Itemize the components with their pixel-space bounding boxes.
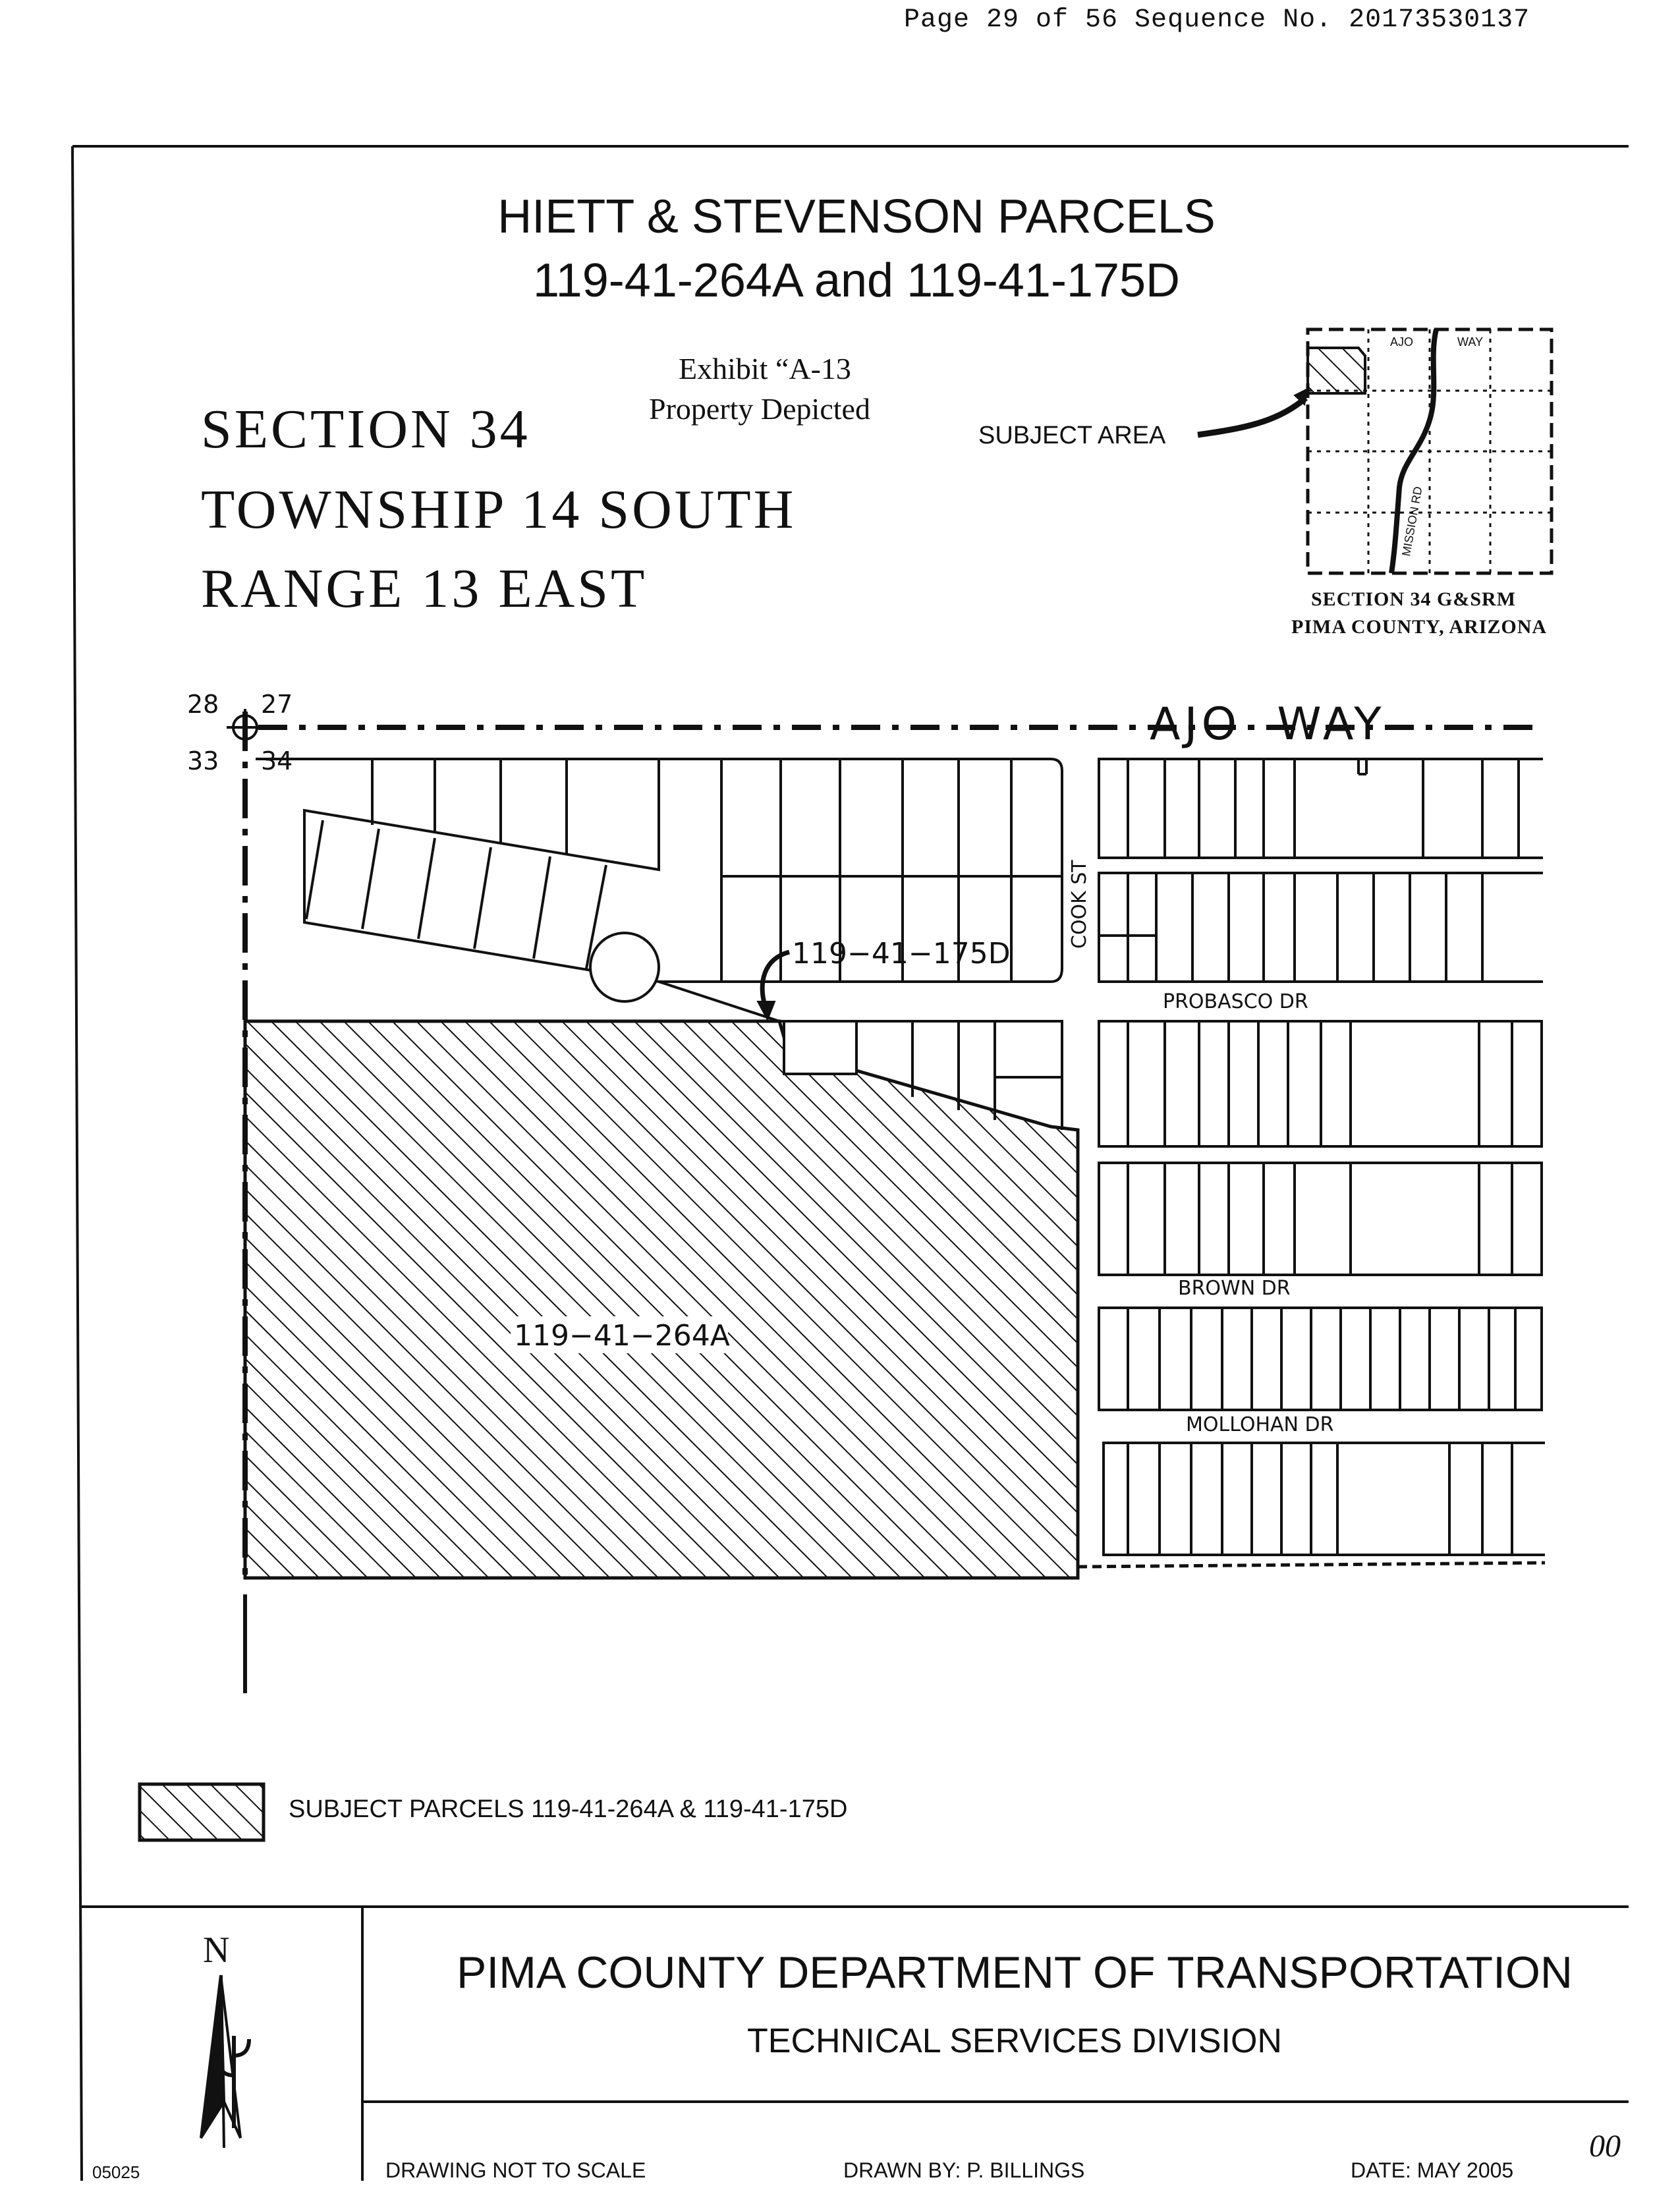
agency-division: TECHNICAL SERVICES DIVISION	[747, 2022, 1282, 2060]
handwritten-page-mark: 00	[1589, 2129, 1621, 2164]
legend-swatch	[140, 1784, 264, 1840]
street-label-brown: BROWN DR	[1178, 1277, 1291, 1300]
legal-range: RANGE 13 EAST	[201, 558, 648, 619]
street-label-probasco: PROBASCO DR	[1163, 990, 1308, 1013]
exhibit-label: Exhibit “A-13	[679, 352, 851, 385]
corner-label-34: 34	[261, 746, 293, 775]
drawing-date: DATE: MAY 2005	[1351, 2158, 1514, 2182]
legend-label: SUBJECT PARCELS 119-41-264A & 119-41-175D	[289, 1795, 848, 1823]
corner-label-33: 33	[187, 746, 219, 775]
sequence-header: Page 29 of 56 Sequence No. 20173530137	[904, 5, 1530, 35]
north-arrow-icon	[201, 1975, 249, 2148]
street-label-cook: COOK ST	[1068, 860, 1091, 949]
inset-road-ajo: AJO	[1390, 335, 1414, 349]
inset-subject-area	[1308, 348, 1365, 393]
document-title: HIETT & STEVENSON PARCELS	[497, 190, 1216, 243]
drawing-scale-note: DRAWING NOT TO SCALE	[385, 2158, 646, 2182]
legal-township: TOWNSHIP 14 SOUTH	[201, 479, 797, 540]
subject-area-arrow	[1198, 398, 1306, 435]
parcel-264a-hatch	[245, 1021, 1078, 1578]
subject-area-label: SUBJECT AREA	[978, 422, 1166, 449]
inset-road-way: WAY	[1457, 335, 1483, 349]
agency-title: PIMA COUNTY DEPARTMENT OF TRANSPORTATION	[457, 1948, 1573, 1998]
parcel-label-264a: 119−41−264A	[514, 1319, 730, 1353]
inset-caption-section: SECTION 34 G&SRM	[1311, 588, 1517, 610]
legal-section: SECTION 34	[201, 399, 530, 460]
document-subtitle-parcels: 119-41-264A and 119-41-175D	[532, 254, 1181, 307]
drawn-by: DRAWN BY: P. BILLINGS	[843, 2158, 1085, 2182]
exhibit-caption: Property Depicted	[649, 392, 870, 426]
inset-location-map	[1198, 329, 1552, 573]
street-label-mollohan: MOLLOHAN DR	[1186, 1413, 1334, 1436]
inset-road-mission: MISSION RD	[1399, 485, 1425, 557]
corner-label-27: 27	[261, 690, 293, 719]
parcel-175d-leader	[758, 952, 789, 1020]
corner-label-28: 28	[187, 690, 219, 719]
inset-caption-county: PIMA COUNTY, ARIZONA	[1291, 616, 1548, 638]
parcel-label-175d: 119−41−175D	[792, 937, 1011, 970]
block-nw	[256, 759, 1062, 1021]
road-label-ajo-way: AJO WAY	[1150, 698, 1386, 750]
drawing-code: 05025	[92, 2162, 140, 2182]
north-label: N	[203, 1930, 230, 1971]
